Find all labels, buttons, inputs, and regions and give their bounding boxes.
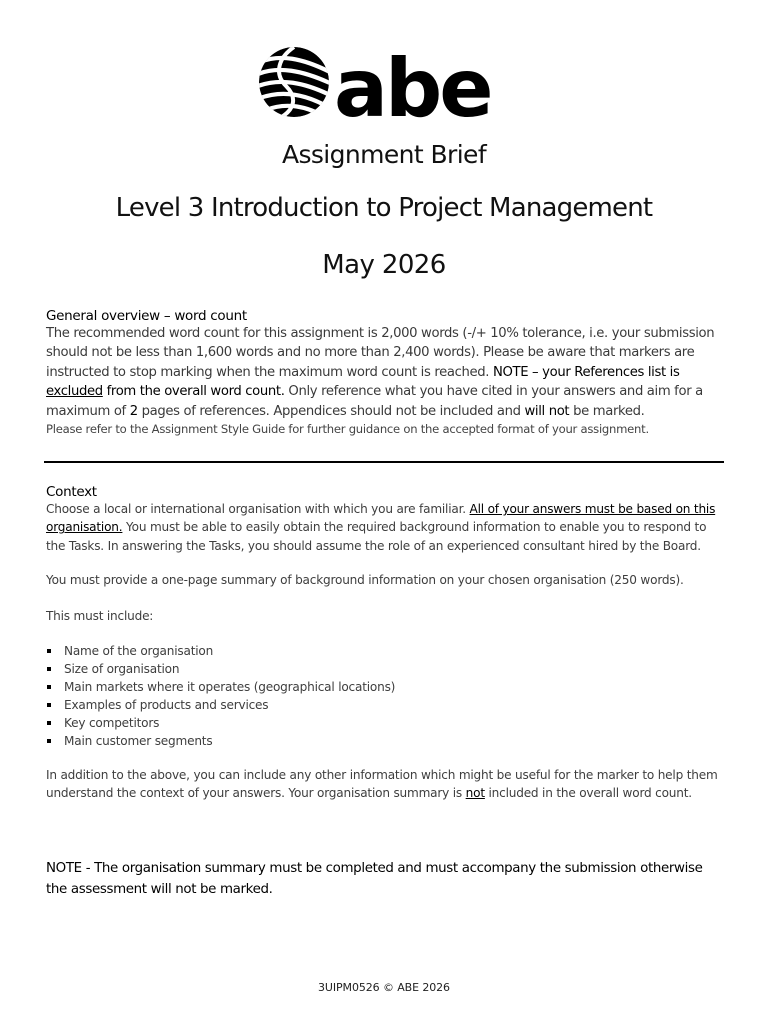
must-include-label: This must include:: [46, 608, 154, 623]
abe-logo-icon: [258, 44, 510, 120]
list-item: Name of the organisation: [46, 642, 722, 660]
will-not-text: will not: [524, 403, 570, 419]
additional-info: [46, 766, 722, 803]
requirements-list: [46, 642, 722, 750]
list-item: Main customer segments: [46, 732, 722, 750]
overview-paragraph: [46, 324, 726, 421]
context-emphasis: All of your answers must be based on this organisation.: [46, 502, 716, 535]
overview-text-2: Only reference what you have cited in your answers and aim for a maximum of: [46, 384, 703, 419]
summary-requirement: You must provide a one-page summary of background information on your chosen organisation (250 words).: [46, 573, 684, 588]
overview-text-4: be marked.: [569, 403, 645, 419]
references-note-label: NOTE – your References list is: [492, 364, 680, 380]
context-intro-text: Choose a local or international organisation with which you are familiar.: [46, 502, 470, 516]
page-footer: 3UIPM0526 © ABE 2026: [318, 981, 450, 994]
style-guide-note: Please refer to the Assignment Style Guide for further guidance on the accepted format of your assignment.: [46, 422, 649, 437]
max-pages: 2: [129, 403, 138, 419]
excluded-text: excluded: [46, 384, 103, 400]
additional-info-tail: included in the overall word count.: [484, 786, 692, 801]
context-heading: Context: [46, 484, 97, 500]
submission-note: NOTE - The organisation summary must be completed and must accompany the submission otherwise the assessment will not be marked.: [46, 861, 703, 897]
section-divider: [44, 461, 724, 463]
abe-logo: [258, 44, 510, 120]
list-item: Main markets where it operates (geographical locations): [46, 678, 722, 696]
list-item: Examples of products and services: [46, 696, 722, 714]
document-title: Assignment Brief: [281, 140, 487, 169]
list-item: Key competitors: [46, 714, 722, 732]
overview-text-3: pages of references. Appendices should not be included and: [137, 403, 525, 419]
overview-heading: General overview – word count: [46, 308, 247, 324]
list-item: Size of organisation: [46, 660, 722, 678]
svg-text:abe: abe: [334, 44, 491, 120]
references-note-tail: from the overall word count.: [102, 384, 285, 400]
additional-info-text: In addition to the above, you can include any other information which might be useful for the marker to help them understand the context of your answers. Your organisation summary is: [46, 768, 718, 801]
overview-text: The recommended word count for this assignment is 2,000 words (-/+ 10% tolerance, i.e. your submission should not be less than 1,600 words and no more than 2,400 words). Please be aware that markers are instructed to stop marking when the maximum word count is reached.: [46, 326, 715, 380]
context-intro-tail: You must be able to easily obtain the required background information to enable you to respond to the Tasks. In answering the Tasks, you should assume the role of an experienced consultant hired by the Board.: [46, 520, 707, 553]
context-section: [46, 484, 722, 803]
not-emphasis: not: [465, 786, 485, 801]
context-intro: [46, 500, 722, 555]
course-title: Level 3 Introduction to Project Management: [115, 193, 653, 223]
overview-section: [46, 308, 726, 438]
document-date: May 2026: [322, 250, 446, 280]
